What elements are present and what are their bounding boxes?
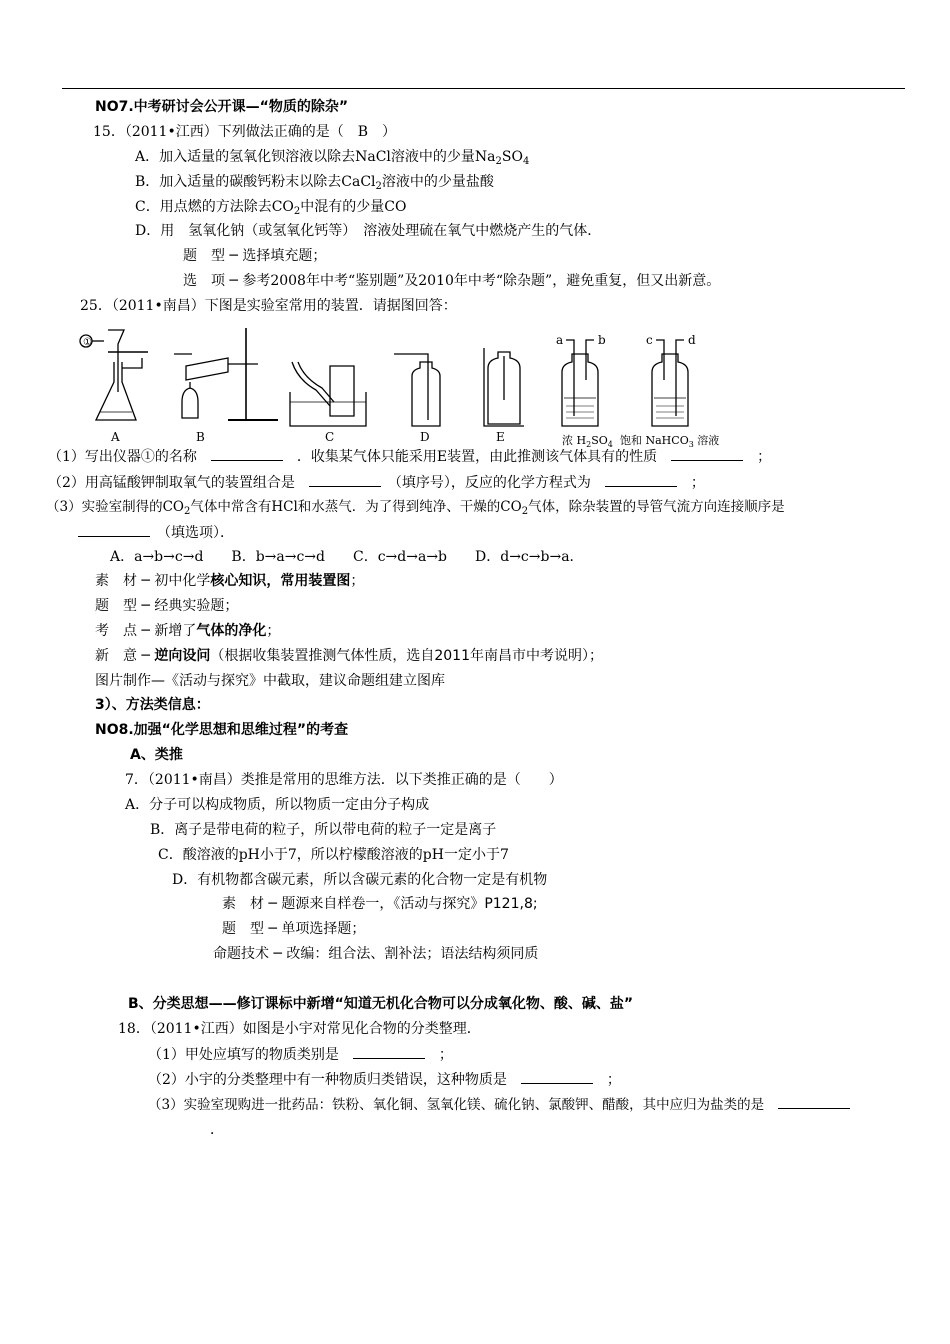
q7-option-d: D．有机物都含碳元素，所以含碳元素的化合物一定是有机物 [172, 872, 548, 888]
q7-stem: 7．（2011•南昌）类推是常用的思维方法．以下类推正确的是（ ） [125, 772, 563, 788]
fig-port-c: c [646, 333, 653, 347]
q15-option-c: C．用点燃的方法除去$CO_2$中混有的少量CO [135, 199, 407, 217]
fig-label-c: C [325, 430, 335, 444]
q25-pic-note: 图片制作—《活动与探究》中截取，建议命题组建立图库 [95, 673, 445, 689]
q15-type-note: 题 型 ─ 选择填充题； [183, 248, 327, 264]
q25-stem: 25．（2011•南昌）下图是实验室常用的装置．请据图回答： [80, 298, 457, 314]
q15-option-note: 选 项 ─ 参考2008年中考“鉴别题”及2010年中考“除杂题”，避免重复，但又出新意。 [183, 273, 721, 289]
fig-label-d: D [420, 430, 430, 444]
q25-point: 考 点 ─ 新增了气体的净化； [95, 623, 281, 639]
q7-tech: 命题技术 ─ 改编：组合法、割补法；语法结构须同质 [213, 946, 539, 962]
q18-part1: （1）甲处应填写的物质类别是 ； [148, 1044, 453, 1065]
q15-option-d: D．用 氢氧化钠（或氢氧化钙等） 溶液处理硫在氧气中燃烧产生的气体． [135, 223, 602, 239]
fig-port-b: b [598, 333, 606, 347]
q15-option-b: B．加入适量的碳酸钙粉末以除去CaCl$_2$溶液中的少量盐酸 [135, 174, 494, 192]
section-b-heading: B、分类思想——修订课标中新增“知道无机化合物可以分成氧化物、酸、碱、盐” [128, 996, 634, 1012]
answer-blank[interactable] [309, 472, 381, 487]
q25-new-idea: 新 意 ─ 逆向设问（根据收集装置推测气体性质，选自2011年南昌市中考说明）； [95, 648, 603, 664]
q18-stem: 18．（2011•江西）如图是小宇对常见化合物的分类整理． [118, 1021, 481, 1037]
apparatus-e [484, 348, 524, 426]
q7-material: 素 材 ─ 题源来自样卷一，《活动与探究》P121,8; [222, 896, 538, 912]
q25-material: 素 材 ─ 初中化学核心知识，常用装置图； [95, 573, 365, 589]
apparatus-c [290, 362, 366, 426]
q7-option-b: B．离子是带电荷的粒子，所以带电荷的粒子一定是离子 [150, 822, 497, 838]
top-rule [62, 88, 905, 89]
apparatus-figure [78, 320, 758, 450]
q15-stem: 15．（2011•江西）下列做法正确的是（ B ） [93, 124, 396, 140]
method-heading: 3）、方法类信息： [95, 697, 210, 713]
q25-part3-cont: （填选项）． [78, 522, 234, 543]
wash-bottle-right [652, 340, 688, 426]
no8-title: NO8.加强“化学思想和思维过程”的考查 [95, 722, 349, 738]
fig-bottle-right-label: 饱和 NaHCO$_3$ 溶液 [620, 434, 720, 449]
no7-title: NO7.中考研讨会公开课—“物质的除杂” [95, 99, 349, 115]
wash-bottle-left [562, 340, 598, 426]
q25-choices: A．a→b→c→d B．b→a→c→d C．c→d→a→b D．d→c→b→a． [110, 549, 584, 565]
answer-blank[interactable] [521, 1069, 593, 1084]
section-a-heading: A、类推 [130, 747, 183, 763]
fig-label-a: A [111, 430, 120, 444]
q15-option-a: A．加入适量的氢氧化钡溶液以除去NaCl溶液中的少量$Na_2SO_4$ [135, 149, 530, 167]
q25-type-note: 题 型 ─ 经典实验题； [95, 598, 239, 614]
fig-label-circle: ① [83, 337, 92, 348]
fig-label-e: E [496, 430, 505, 444]
answer-blank[interactable] [671, 446, 743, 461]
answer-blank[interactable] [605, 472, 677, 487]
q18-part3: （3）实验室现购进一批药品：铁粉、氧化铜、氢氧化镁、硫化钠、氯酸钾、醋酸，其中应归为盐类的是 [148, 1094, 850, 1115]
q7-option-a: A．分子可以构成物质，所以物质一定由分子构成 [125, 797, 430, 813]
q18-end: ． [210, 1122, 224, 1138]
q7-type-note: 题 型 ─ 单项选择题； [222, 921, 366, 937]
answer-blank[interactable] [353, 1044, 425, 1059]
q25-part1: （1）写出仪器①的名称 ．收集某气体只能采用E装置，由此推测该气体具有的性质 ； [48, 446, 771, 467]
fig-label-b: B [196, 430, 205, 444]
fig-bottle-left-label: 浓 $H_2SO_4$ [562, 434, 613, 449]
apparatus-d [394, 354, 440, 426]
fig-port-a: a [556, 333, 564, 347]
answer-blank[interactable] [211, 446, 283, 461]
q25-part2: （2）用高锰酸钾制取氧气的装置组合是 （填序号），反应的化学方程式为 ； [48, 472, 705, 493]
q7-option-c: C．酸溶液的pH小于7，所以柠檬酸溶液的pH一定小于7 [158, 847, 509, 863]
q18-part2: （2）小宇的分类整理中有一种物质归类错误，这种物质是 ； [148, 1069, 621, 1090]
q25-part3: （3）实验室制得的$CO_2$气体中常含有HCl和水蒸气．为了得到纯净、干燥的$CO_2$气体，除杂装置的导管气流方向连接顺序是 [46, 499, 785, 517]
apparatus-b [174, 328, 278, 420]
fig-port-d: d [688, 333, 696, 347]
answer-blank[interactable] [778, 1094, 850, 1109]
answer-blank[interactable] [78, 522, 150, 537]
